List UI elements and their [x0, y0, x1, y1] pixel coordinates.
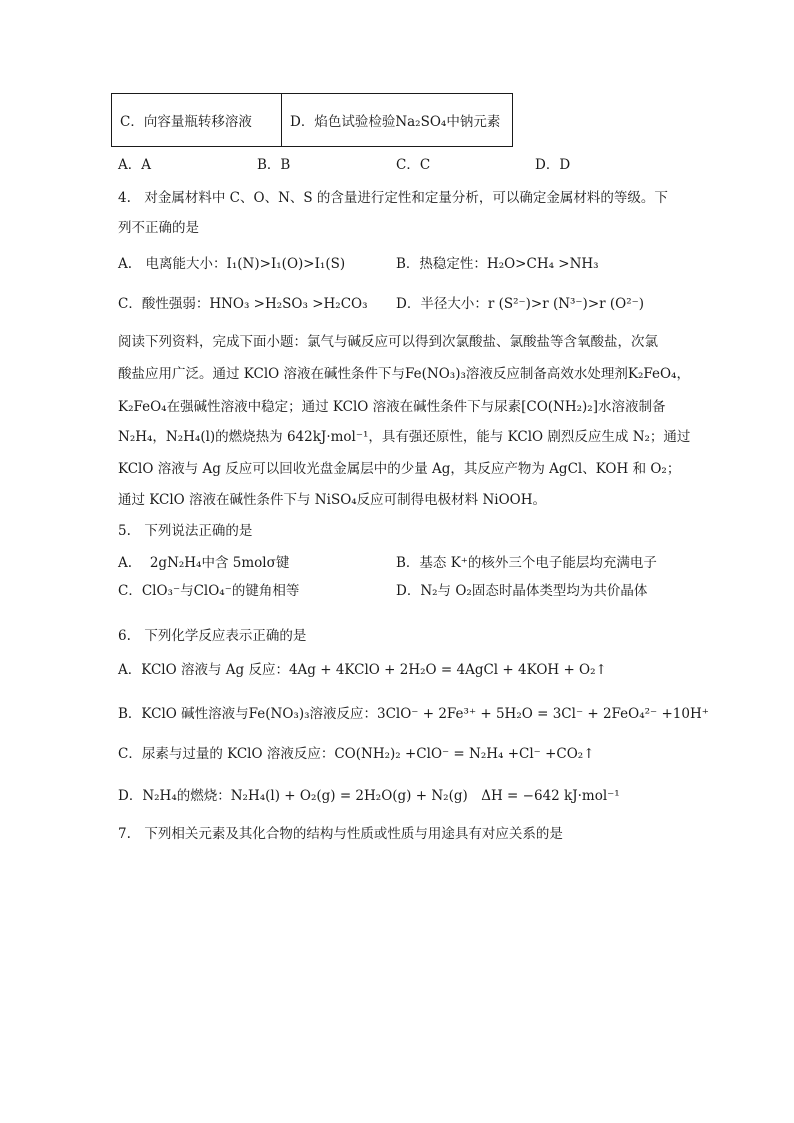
q5-option-d: D．N₂与 O₂固态时晶体类型均为共价晶体 — [396, 583, 648, 599]
q3-option-c: C．C — [396, 157, 431, 173]
q6-stem: 6. 下列化学反应表示正确的是 — [118, 628, 307, 644]
reading-line-2: 酸盐应用广泛。通过 KClO 溶液在碱性条件下与Fe(NO₃)₃溶液反应制备高效水处理剂K₂FeO₄， — [118, 366, 690, 382]
reading-line-6: 通过 KClO 溶液在碱性条件下与 NiSO₄反应可制得电极材料 NiOOH。 — [118, 492, 546, 508]
reading-line-4: N₂H₄，N₂H₄(l)的燃烧热为 642kJ·mol⁻¹，具有强还原性，能与 KClO 剧烈反应生成 N₂；通过 — [118, 429, 691, 445]
q6-option-a: A．KClO 溶液与 Ag 反应：4Ag + 4KClO + 2H₂O = 4AgCl + 4KOH + O₂↑ — [118, 662, 607, 678]
reading-line-5: KClO 溶液与 Ag 反应可以回收光盘金属层中的少量 Ag，其反应产物为 AgCl、KOH 和 O₂； — [118, 461, 681, 477]
q5-option-a: A. 2gN₂H₄中含 5molσ键 — [118, 555, 290, 571]
option-c-cell: C．向容量瓶转移溶液 — [112, 94, 282, 147]
q4-stem-line2: 列不正确的是 — [118, 220, 199, 236]
table-row — [112, 94, 513, 147]
q6-option-c: C．尿素与过量的 KClO 溶液反应：CO(NH₂)₂ +ClO⁻ = N₂H₄ +Cl⁻ +CO₂↑ — [118, 746, 595, 762]
options-table — [111, 93, 513, 147]
q7-stem: 7. 下列相关元素及其化合物的结构与性质或性质与用途具有对应关系的是 — [118, 826, 563, 842]
option-d-cell: D．焰色试验检验Na₂SO₄中钠元素 — [282, 94, 513, 147]
q3-option-d: D．D — [535, 157, 571, 173]
q4-option-b: B．热稳定性：H₂O>CH₄ >NH₃ — [396, 256, 599, 272]
q5-option-b: B．基态 K⁺的核外三个电子能层均充满电子 — [396, 555, 657, 571]
q6-option-d: D．N₂H₄的燃烧：N₂H₄(l) + O₂(g) = 2H₂O(g) + N₂(g) ΔH = −642 kJ·mol⁻¹ — [118, 788, 620, 804]
q4-option-d: D．半径大小：r (S²⁻)>r (N³⁻)>r (O²⁻) — [396, 296, 645, 312]
q5-option-c: C．ClO₃⁻与ClO₄⁻的键角相等 — [118, 583, 300, 599]
reading-line-3: K₂FeO₄在强碱性溶液中稳定；通过 KClO 溶液在碱性条件下与尿素[CO(NH₂)₂]水溶液制备 — [118, 399, 666, 415]
q4-option-a: A. 电离能大小：I₁(N)>I₁(O)>I₁(S) — [118, 256, 346, 272]
q4-stem-line1: 4. 对金属材料中 C、O、N、S 的含量进行定性和定量分析，可以确定金属材料的等级。下 — [118, 190, 668, 206]
q3-option-a: A．A — [118, 157, 151, 173]
q6-option-b: B．KClO 碱性溶液与Fe(NO₃)₃溶液反应：3ClO⁻ + 2Fe³⁺ + 5H₂O = 3Cl⁻ + 2FeO₄²⁻ +10H⁺ — [118, 706, 709, 722]
reading-line-1: 阅读下列资料，完成下面小题：氯气与碱反应可以得到次氯酸盐、氯酸盐等含氧酸盐，次氯 — [118, 334, 658, 350]
q5-stem: 5. 下列说法正确的是 — [118, 523, 253, 539]
q4-option-c: C．酸性强弱：HNO₃ >H₂SO₃ >H₂CO₃ — [118, 296, 368, 312]
q3-option-b: B．B — [257, 157, 291, 173]
